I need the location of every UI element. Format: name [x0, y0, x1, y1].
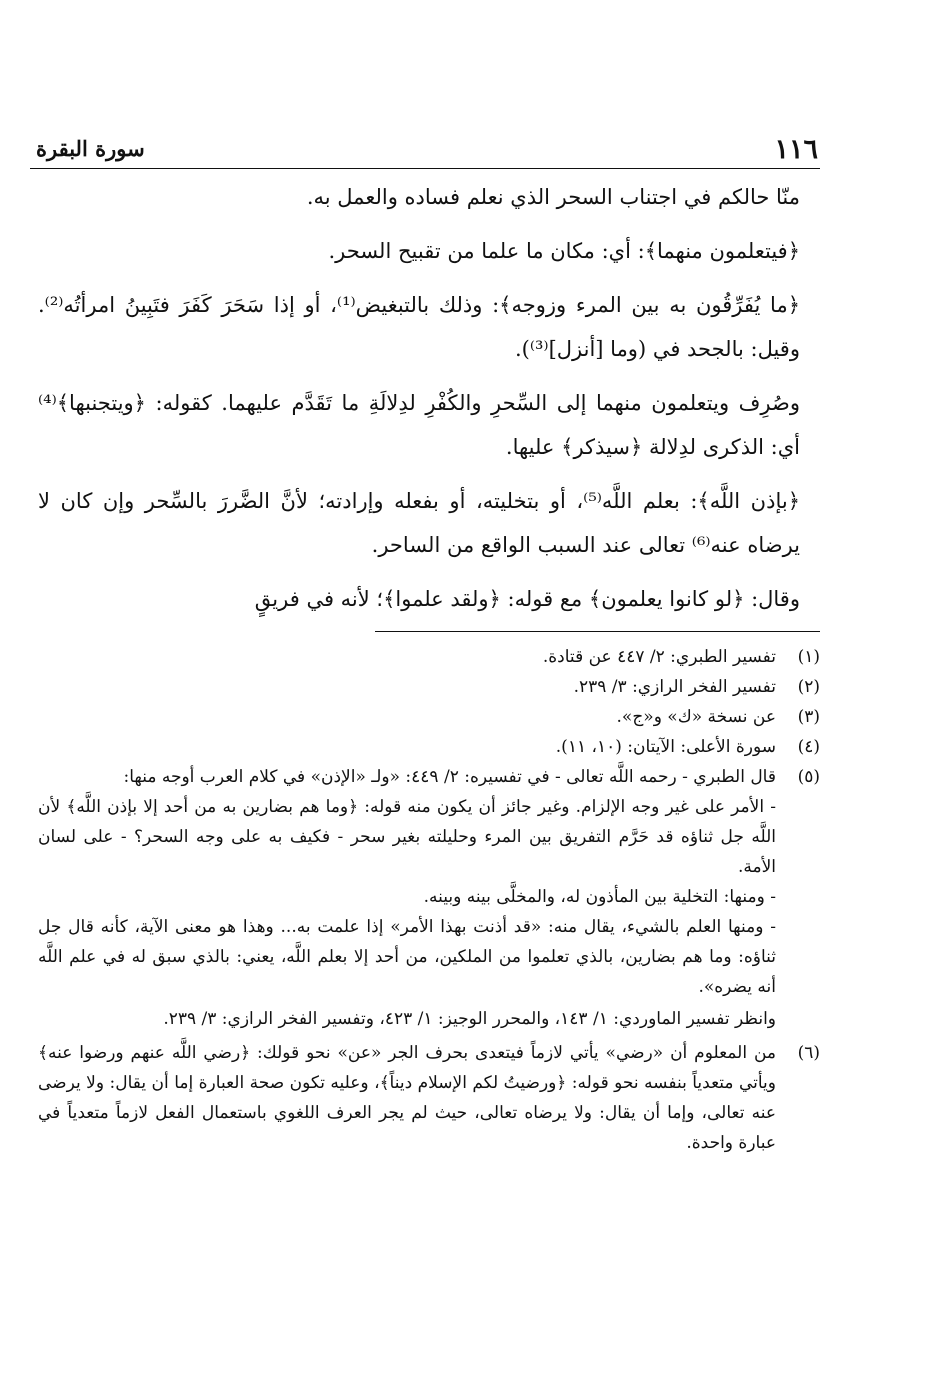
footnote — [38, 762, 820, 1034]
footnote-text: وانظر تفسير الماوردي: ١/ ١٤٣، والمحرر الوجيز: ١/ ٤٢٣، وتفسير الفخر الرازي: ٣/ ٢٣٩. — [163, 1009, 776, 1029]
paragraph: ﴿بإذن اللَّه﴾: بعلم اللَّه⁽⁵⁾، أو بتخليته، أو بفعله وإرادته؛ لأنَّ الضَّررَ بالسِّحر وإن كان لا يرضاه عنه⁽⁶⁾ تعالى عند السبب الواقع من الساحر. — [38, 489, 800, 557]
footnote — [38, 732, 820, 762]
page-number: ١١٦ — [774, 134, 818, 165]
footnote-separator — [375, 631, 820, 632]
paragraph: منّا حالكم في اجتناب السحر الذي نعلم فساده والعمل به. — [306, 185, 800, 209]
footnote-text: تفسير الفخر الرازي: ٣/ ٢٣٩. — [573, 677, 776, 697]
footnote-number: (٦) — [797, 1043, 820, 1063]
paragraph: ﴿فيتعلمون منهما﴾: أي: مكان ما علما من تقبيح السحر. — [328, 239, 800, 263]
paragraph: وقال: ﴿لو كانوا يعلمون﴾ مع قوله: ﴿ولقد علموا﴾؛ لأنه في فريقٍ — [254, 587, 800, 611]
footnote-text: قال الطبري - رحمه اللَّه تعالى - في تفسيره: ٢/ ٤٤٩: «ولـ «الإذن» في كلام العرب أوجه منها: — [123, 767, 776, 787]
footnote-text: عن نسخة «ك» و«ج». — [616, 707, 776, 727]
footnote-text: - ومنها العلم بالشيء، يقال منه: «قد أذنت بهذا الأمر» إذا علمت به... وهذا هو معنى الآية، كأنه قال جل ثناؤه: وما هم بضارين، بالذي تعلموا من الملكين، من أحد إلا بعلم اللَّه، يعني: بالذي سبق له في علم اللَّه أنه يضره». — [38, 917, 776, 997]
footnote-text: تفسير الطبري: ٢/ ٤٤٧ عن قتادة. — [542, 647, 776, 667]
paragraph: وصُرِف ويتعلمون منهما إلى السِّحرِ والكُفْرِ لدِلالَةِ ما تَقَدَّم عليهما. كقوله: ﴿ويتجنبها﴾⁽⁴⁾ أي: الذكرى لدِلالة ﴿سيذكر﴾ عليها. — [38, 391, 800, 459]
footnote-text: من المعلوم أن «رضي» يأتي لازماً فيتعدى بحرف الجر «عن» نحو قولك: ﴿رضي اللَّه عنهم ورضوا عنه﴾ ويأتي متعدياً بنفسه نحو قوله: ﴿ورضيتُ لكم الإسلام ديناً﴾، وعليه تكون صحة العبارة إما أن يقال: ولا يرضى عنه تعالى، وإما أن يقال: ولا يرضاه تعالى، حيث لم يجر العرف اللغوي باستعمال الفعل لازماً متعدياً في عبارة واحدة. — [38, 1043, 776, 1153]
footnote-text: - ومنها: التخلية بين المأذون له، والمخلَّى بينه وبينه. — [423, 887, 776, 907]
footnote-number: (١) — [797, 647, 820, 667]
paragraph: ﴿ما يُفَرِّقُون به بين المرء وزوجه﴾: وذلك بالتبغيض⁽¹⁾، أو إذا سَحَرَ كَفَرَ فتَبِينُ امرأتُه⁽²⁾. وقيل: بالجحد في (وما [أنزل]⁽³⁾). — [38, 293, 801, 361]
footnote-number: (٤) — [797, 737, 820, 757]
running-title: سورة البقرة — [36, 136, 145, 161]
page-header — [30, 120, 820, 169]
footnote — [38, 642, 820, 672]
footnotes — [30, 642, 820, 1158]
footnote — [38, 1038, 820, 1158]
footnote-number: (٢) — [797, 677, 820, 697]
footnote-number: (٣) — [797, 707, 820, 727]
book-page — [30, 120, 820, 1158]
footnote — [38, 702, 820, 732]
footnote — [38, 672, 820, 702]
footnote-text: - الأمر على غير وجه الإلزام. وغير جائز أن يكون منه قوله: ﴿وما هم بضارين به من أحد إلا بإذن اللَّه﴾ لأن اللَّه جل ثناؤه قد حَرَّم التفريق بين المرء وحليلته بغير سحر - فكيف به على وجه السحر؟ - على لسان الأمة. — [38, 797, 776, 877]
footnote-text: سورة الأعلى: الآيتان: (١٠، ١١). — [555, 737, 776, 757]
main-text — [30, 169, 820, 621]
footnote-number: (٥) — [797, 767, 820, 787]
